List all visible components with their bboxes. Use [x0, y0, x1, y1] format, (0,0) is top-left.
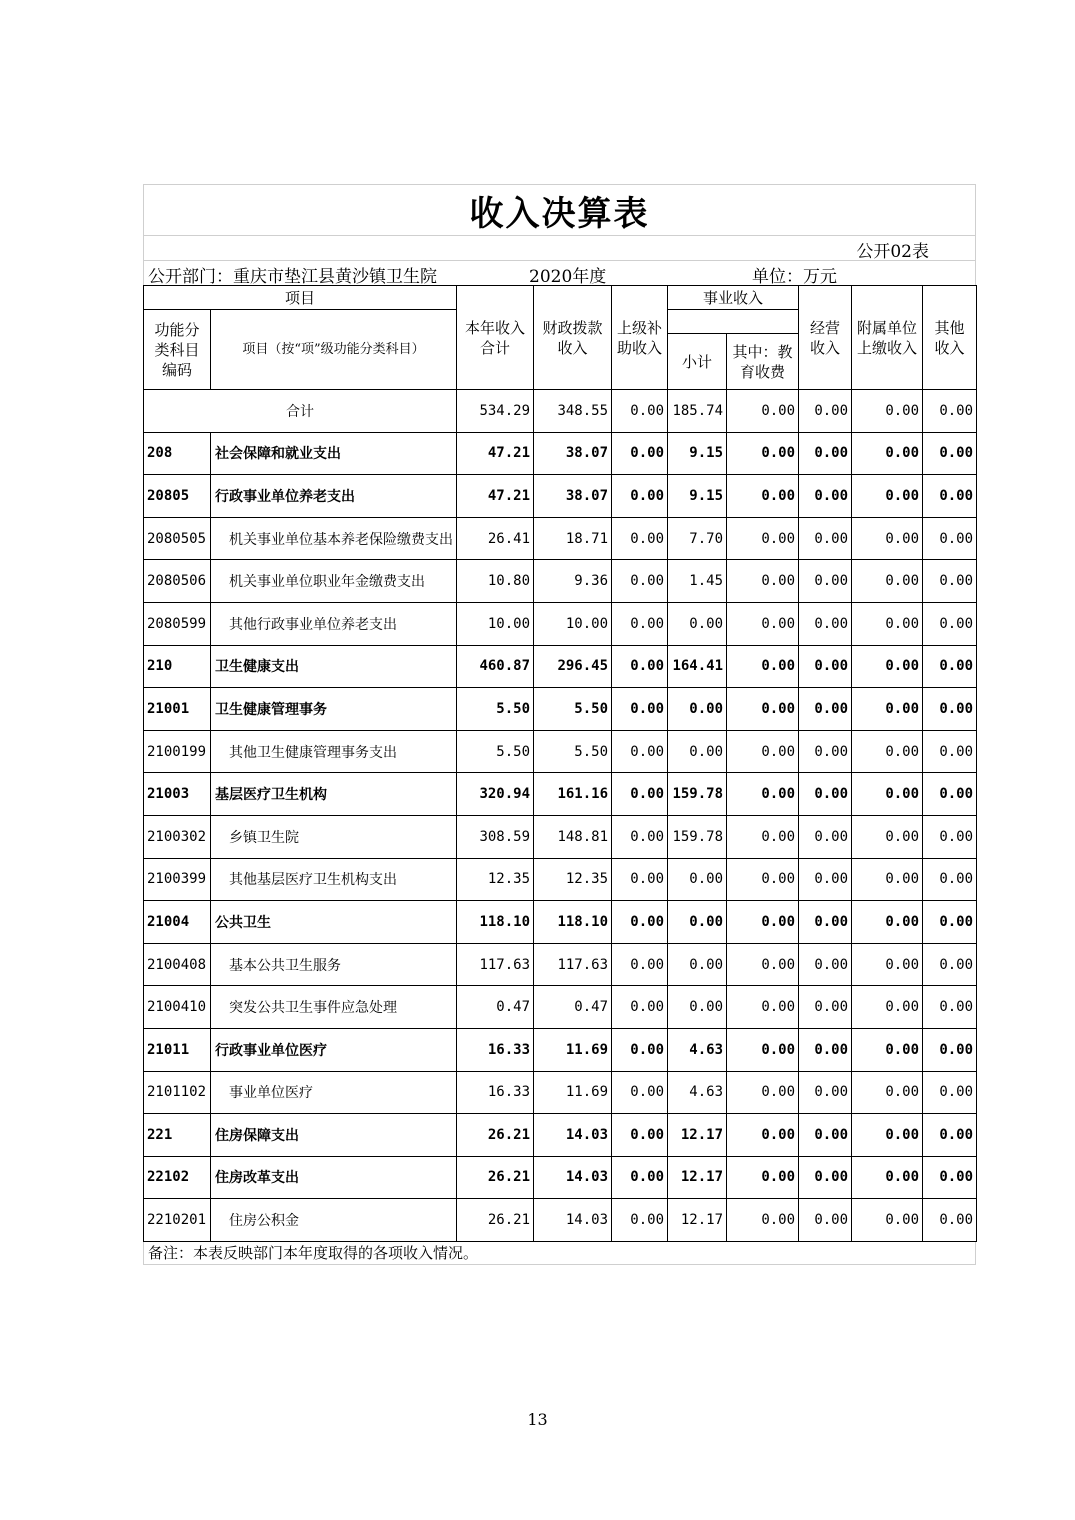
- row-value: 0.00: [852, 475, 923, 518]
- row-value: 0.00: [612, 986, 668, 1029]
- header-education: 其中：教育收费: [727, 334, 799, 390]
- row-value: 0.00: [668, 858, 727, 901]
- row-code: 2100408: [144, 943, 211, 986]
- row-code: 210: [144, 645, 211, 688]
- row-name: 机关事业单位职业年金缴费支出: [211, 560, 457, 603]
- row-value: 16.33: [457, 1028, 534, 1071]
- total-cell: 185.74: [668, 390, 727, 433]
- row-name: 其他行政事业单位养老支出: [211, 602, 457, 645]
- table-code: 公开02表: [856, 242, 929, 262]
- row-value: 0.00: [923, 1028, 977, 1071]
- row-value: 47.21: [457, 475, 534, 518]
- row-value: 0.00: [727, 1114, 799, 1157]
- row-value: 0.00: [923, 560, 977, 603]
- table-row: [144, 1028, 977, 1071]
- unit-label: 单位：万元: [752, 267, 837, 287]
- row-value: 0.00: [852, 432, 923, 475]
- row-value: 0.00: [852, 1028, 923, 1071]
- row-value: 0.00: [852, 517, 923, 560]
- row-value: 0.00: [668, 602, 727, 645]
- row-value: 0.00: [799, 517, 852, 560]
- row-value: 9.36: [534, 560, 612, 603]
- row-value: 0.00: [923, 901, 977, 944]
- row-value: 0.00: [612, 901, 668, 944]
- total-cell: 348.55: [534, 390, 612, 433]
- table-row: [144, 645, 977, 688]
- row-value: 0.00: [799, 602, 852, 645]
- row-value: 0.00: [923, 815, 977, 858]
- row-value: 47.21: [457, 432, 534, 475]
- row-value: 0.00: [799, 688, 852, 731]
- report-sheet: [143, 184, 976, 1265]
- row-value: 0.00: [727, 1071, 799, 1114]
- table-row: [144, 517, 977, 560]
- row-value: 26.21: [457, 1156, 534, 1199]
- row-name: 其他基层医疗卫生机构支出: [211, 858, 457, 901]
- row-value: 117.63: [457, 943, 534, 986]
- table-note: 备注：本表反映部门本年度取得的各项收入情况。: [143, 1242, 976, 1265]
- row-value: 0.00: [923, 1071, 977, 1114]
- row-value: 0.00: [612, 730, 668, 773]
- row-value: 161.16: [534, 773, 612, 816]
- row-value: 0.00: [923, 858, 977, 901]
- row-name: 卫生健康支出: [211, 645, 457, 688]
- row-value: 0.00: [668, 688, 727, 731]
- row-value: 11.69: [534, 1028, 612, 1071]
- header-superior: 上级补助收入: [612, 286, 668, 390]
- row-value: 0.00: [799, 773, 852, 816]
- row-value: 9.15: [668, 475, 727, 518]
- row-value: 0.00: [852, 1071, 923, 1114]
- row-value: 14.03: [534, 1114, 612, 1157]
- row-name: 基层医疗卫生机构: [211, 773, 457, 816]
- row-value: 0.00: [852, 986, 923, 1029]
- row-name: 基本公共卫生服务: [211, 943, 457, 986]
- row-value: 460.87: [457, 645, 534, 688]
- table-row: [144, 1071, 977, 1114]
- row-value: 0.00: [799, 475, 852, 518]
- table-row: [144, 475, 977, 518]
- row-value: 0.00: [852, 901, 923, 944]
- row-value: 0.00: [923, 645, 977, 688]
- row-value: 0.00: [727, 1028, 799, 1071]
- header-other: 其他收入: [923, 286, 977, 390]
- header-affiliate: 附属单位上缴收入: [852, 286, 923, 390]
- row-value: 12.35: [457, 858, 534, 901]
- row-value: 296.45: [534, 645, 612, 688]
- page-number: 13: [527, 1410, 548, 1429]
- row-value: 12.35: [534, 858, 612, 901]
- row-value: 0.00: [668, 943, 727, 986]
- row-code: 208: [144, 432, 211, 475]
- row-code: 21004: [144, 901, 211, 944]
- row-value: 159.78: [668, 815, 727, 858]
- row-name: 乡镇卫生院: [211, 815, 457, 858]
- table-row: [144, 943, 977, 986]
- row-code: 20805: [144, 475, 211, 518]
- row-code: 2080505: [144, 517, 211, 560]
- row-value: 0.00: [852, 1114, 923, 1157]
- table-row: [144, 560, 977, 603]
- row-name: 突发公共卫生事件应急处理: [211, 986, 457, 1029]
- row-value: 0.00: [799, 645, 852, 688]
- row-name: 住房公积金: [211, 1199, 457, 1242]
- row-value: 308.59: [457, 815, 534, 858]
- row-value: 9.15: [668, 432, 727, 475]
- department-label: 公开部门：重庆市垫江县黄沙镇卫生院: [148, 267, 437, 287]
- table-row: [144, 815, 977, 858]
- row-value: 0.00: [727, 560, 799, 603]
- row-value: 0.00: [852, 560, 923, 603]
- row-value: 0.00: [727, 645, 799, 688]
- row-value: 0.00: [923, 517, 977, 560]
- row-code: 2100302: [144, 815, 211, 858]
- table-code-row: [143, 236, 976, 261]
- year-label: 2020年度: [529, 267, 607, 287]
- row-value: 0.00: [612, 858, 668, 901]
- row-code: 2100399: [144, 858, 211, 901]
- table-row: [144, 432, 977, 475]
- row-value: 5.50: [534, 688, 612, 731]
- table-row: [144, 1199, 977, 1242]
- row-value: 14.03: [534, 1156, 612, 1199]
- row-value: 12.17: [668, 1199, 727, 1242]
- row-value: 0.00: [727, 688, 799, 731]
- row-value: 0.00: [612, 1114, 668, 1157]
- row-value: 118.10: [534, 901, 612, 944]
- row-name: 公共卫生: [211, 901, 457, 944]
- row-value: 11.69: [534, 1071, 612, 1114]
- row-value: 0.00: [612, 1156, 668, 1199]
- row-value: 12.17: [668, 1156, 727, 1199]
- row-value: 0.00: [668, 901, 727, 944]
- row-value: 38.07: [534, 475, 612, 518]
- row-value: 0.00: [923, 475, 977, 518]
- row-value: 0.00: [799, 560, 852, 603]
- row-value: 0.00: [852, 1156, 923, 1199]
- row-value: 0.00: [612, 773, 668, 816]
- total-cell: 0.00: [612, 390, 668, 433]
- row-value: 0.00: [612, 943, 668, 986]
- row-value: 0.00: [612, 432, 668, 475]
- row-code: 22102: [144, 1156, 211, 1199]
- row-code: 2100199: [144, 730, 211, 773]
- row-value: 0.00: [923, 986, 977, 1029]
- header-total: 本年收入合计: [457, 286, 534, 390]
- row-value: 0.00: [923, 1199, 977, 1242]
- row-value: 0.00: [727, 773, 799, 816]
- row-name: 行政事业单位医疗: [211, 1028, 457, 1071]
- row-code: 21011: [144, 1028, 211, 1071]
- row-value: 0.00: [727, 986, 799, 1029]
- table-row: [144, 1156, 977, 1199]
- row-value: 0.00: [612, 475, 668, 518]
- total-cell: 0.00: [799, 390, 852, 433]
- row-value: 0.00: [727, 475, 799, 518]
- row-value: 0.00: [727, 815, 799, 858]
- meta-row: [143, 261, 976, 285]
- row-value: 0.00: [852, 858, 923, 901]
- row-value: 4.63: [668, 1071, 727, 1114]
- row-name: 机关事业单位基本养老保险缴费支出: [211, 517, 457, 560]
- row-name: 卫生健康管理事务: [211, 688, 457, 731]
- row-value: 159.78: [668, 773, 727, 816]
- row-value: 4.63: [668, 1028, 727, 1071]
- row-value: 0.00: [612, 1071, 668, 1114]
- row-value: 0.00: [799, 943, 852, 986]
- row-value: 38.07: [534, 432, 612, 475]
- row-value: 164.41: [668, 645, 727, 688]
- row-code: 2080506: [144, 560, 211, 603]
- row-value: 0.00: [612, 560, 668, 603]
- row-value: 0.00: [799, 901, 852, 944]
- row-name: 住房保障支出: [211, 1114, 457, 1157]
- header-subtotal: 小计: [668, 334, 727, 390]
- table-row: [144, 688, 977, 731]
- row-code: 2210201: [144, 1199, 211, 1242]
- row-value: 10.00: [534, 602, 612, 645]
- header-fiscal: 财政拨款收入: [534, 286, 612, 390]
- total-cell: 0.00: [923, 390, 977, 433]
- row-value: 0.00: [612, 517, 668, 560]
- row-value: 0.00: [852, 943, 923, 986]
- row-value: 0.00: [852, 730, 923, 773]
- row-value: 0.00: [727, 517, 799, 560]
- row-value: 18.71: [534, 517, 612, 560]
- row-value: 0.00: [727, 858, 799, 901]
- row-value: 0.00: [612, 602, 668, 645]
- row-value: 148.81: [534, 815, 612, 858]
- row-value: 0.00: [799, 1114, 852, 1157]
- row-code: 2101102: [144, 1071, 211, 1114]
- row-value: 5.50: [534, 730, 612, 773]
- row-value: 5.50: [457, 688, 534, 731]
- row-value: 1.45: [668, 560, 727, 603]
- header-operating: 经营收入: [799, 286, 852, 390]
- header-func-code: 功能分类科目编码: [144, 310, 211, 390]
- row-value: 0.00: [799, 858, 852, 901]
- row-value: 117.63: [534, 943, 612, 986]
- row-value: 0.00: [852, 815, 923, 858]
- row-code: 21001: [144, 688, 211, 731]
- row-value: 0.00: [727, 730, 799, 773]
- row-value: 0.00: [923, 1156, 977, 1199]
- row-code: 2100410: [144, 986, 211, 1029]
- row-value: 26.21: [457, 1199, 534, 1242]
- total-cell: 0.00: [852, 390, 923, 433]
- row-value: 10.80: [457, 560, 534, 603]
- row-value: 12.17: [668, 1114, 727, 1157]
- report-title: 收入决算表: [143, 184, 976, 236]
- row-value: 10.00: [457, 602, 534, 645]
- row-name: 社会保障和就业支出: [211, 432, 457, 475]
- table-row: [144, 986, 977, 1029]
- row-value: 0.00: [612, 688, 668, 731]
- row-code: 2080599: [144, 602, 211, 645]
- row-value: 0.00: [923, 1114, 977, 1157]
- row-code: 221: [144, 1114, 211, 1157]
- row-value: 0.00: [923, 688, 977, 731]
- row-value: 16.33: [457, 1071, 534, 1114]
- row-value: 0.00: [612, 645, 668, 688]
- row-value: 0.00: [727, 901, 799, 944]
- row-value: 0.00: [799, 815, 852, 858]
- header-func-name: 项目（按“项”级功能分类科目）: [211, 310, 457, 390]
- row-value: 0.00: [799, 1156, 852, 1199]
- row-value: 118.10: [457, 901, 534, 944]
- row-value: 0.00: [727, 432, 799, 475]
- row-name: 其他卫生健康管理事务支出: [211, 730, 457, 773]
- row-value: 0.00: [799, 1199, 852, 1242]
- row-value: 0.00: [612, 815, 668, 858]
- row-value: 5.50: [457, 730, 534, 773]
- header-item: 项目: [144, 286, 457, 310]
- row-value: 0.00: [852, 1199, 923, 1242]
- row-name: 行政事业单位养老支出: [211, 475, 457, 518]
- row-name: 住房改革支出: [211, 1156, 457, 1199]
- row-value: 0.00: [612, 1028, 668, 1071]
- table-row: [144, 901, 977, 944]
- row-value: 0.00: [923, 602, 977, 645]
- row-value: 0.00: [923, 432, 977, 475]
- row-value: 0.00: [727, 1156, 799, 1199]
- total-label: 合计: [144, 390, 457, 433]
- row-value: 7.70: [668, 517, 727, 560]
- row-value: 320.94: [457, 773, 534, 816]
- row-value: 0.00: [852, 688, 923, 731]
- row-value: 0.00: [852, 645, 923, 688]
- row-value: 0.00: [799, 986, 852, 1029]
- total-cell: 534.29: [457, 390, 534, 433]
- row-value: 0.00: [668, 986, 727, 1029]
- row-value: 0.00: [799, 432, 852, 475]
- table-row: [144, 773, 977, 816]
- row-value: 0.00: [668, 730, 727, 773]
- row-value: 0.47: [534, 986, 612, 1029]
- table-row: [144, 730, 977, 773]
- total-row: [144, 390, 977, 433]
- row-value: 0.00: [612, 1199, 668, 1242]
- table-row: [144, 858, 977, 901]
- row-value: 0.00: [852, 602, 923, 645]
- row-value: 26.21: [457, 1114, 534, 1157]
- table-row: [144, 1114, 977, 1157]
- total-cell: 0.00: [727, 390, 799, 433]
- row-value: 0.47: [457, 986, 534, 1029]
- row-value: 0.00: [727, 943, 799, 986]
- row-value: 0.00: [799, 730, 852, 773]
- row-value: 0.00: [852, 773, 923, 816]
- row-code: 21003: [144, 773, 211, 816]
- row-value: 26.41: [457, 517, 534, 560]
- row-value: 0.00: [727, 1199, 799, 1242]
- row-value: 0.00: [923, 730, 977, 773]
- row-value: 0.00: [923, 943, 977, 986]
- row-value: 0.00: [923, 773, 977, 816]
- row-value: 0.00: [727, 602, 799, 645]
- row-value: 14.03: [534, 1199, 612, 1242]
- table-row: [144, 602, 977, 645]
- row-value: 0.00: [799, 1028, 852, 1071]
- row-name: 事业单位医疗: [211, 1071, 457, 1114]
- row-value: 0.00: [799, 1071, 852, 1114]
- income-table: [143, 285, 977, 1242]
- header-business: 事业收入: [668, 286, 799, 310]
